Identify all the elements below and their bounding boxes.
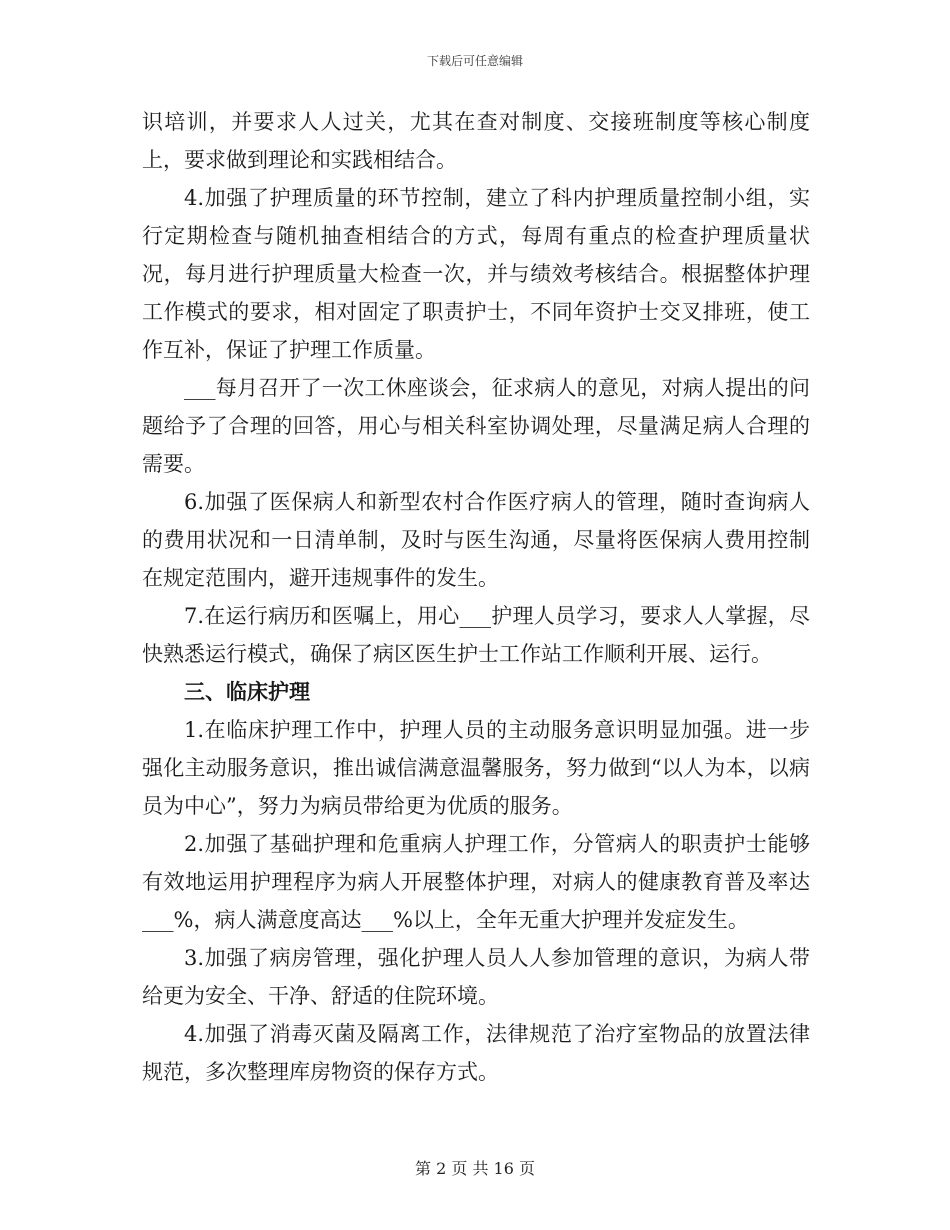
paragraph-item-4: 4.加强了护理质量的环节控制，建立了科内护理质量控制小组，实行定期检查与随机抽查相结合的方式，每周有重点的检查护理质量状况，每月进行护理质量大检查一次，并与绩效考核结合。根据整体护理工作模式的要求，相对固定了职责护士，不同年资护士交叉排班，使工作互补，保证了护理工作质量。 bbox=[142, 186, 810, 362]
paragraph-item-7: 7.在运行病历和医嘱上，用心___护理人员学习，要求人人掌握，尽快熟悉运行模式，确保了病区医生护士工作站工作顺利开展、运行。 bbox=[142, 604, 810, 666]
paragraph-item-6: 6.加强了医保病人和新型农村合作医疗病人的管理，随时查询病人的费用状况和一日清单制，及时与医生沟通，尽量将医保病人费用控制在规定范围内，避开违规事件的发生。 bbox=[142, 490, 810, 590]
paragraph-continued: 识培训，并要求人人过关，尤其在查对制度、交接班制度等核心制度上，要求做到理论和实践相结合。 bbox=[142, 110, 810, 172]
page-number: 第 2 页 共 16 页 bbox=[415, 1159, 535, 1178]
section-heading: 三、临床护理 bbox=[184, 680, 310, 704]
document-body bbox=[142, 103, 810, 1091]
page-header: 下载后可任意编辑 bbox=[426, 54, 523, 68]
section-paragraph-1: 1.在临床护理工作中，护理人员的主动服务意识明显加强。进一步强化主动服务意识，推出诚信满意温馨服务，努力做到“以人为本，以病员为中心”，努力为病员带给更为优质的服务。 bbox=[142, 718, 810, 818]
section-paragraph-3: 3.加强了病房管理，强化护理人员人人参加管理的意识，为病人带给更为安全、干净、舒适的住院环境。 bbox=[142, 946, 810, 1008]
section-paragraph-4: 4.加强了消毒灭菌及隔离工作，法律规范了治疗室物品的放置法律规范，多次整理库房物资的保存方式。 bbox=[142, 1022, 810, 1084]
paragraph-item-5: ___每月召开了一次工休座谈会，征求病人的意见，对病人提出的问题给予了合理的回答，用心与相关科室协调处理，尽量满足病人合理的需要。 bbox=[142, 376, 810, 476]
section-paragraph-2: 2.加强了基础护理和危重病人护理工作，分管病人的职责护士能够有效地运用护理程序为病人开展整体护理，对病人的健康教育普及率达___%，病人满意度高达___%以上，全年无重大护理并发症发生。 bbox=[142, 832, 810, 932]
